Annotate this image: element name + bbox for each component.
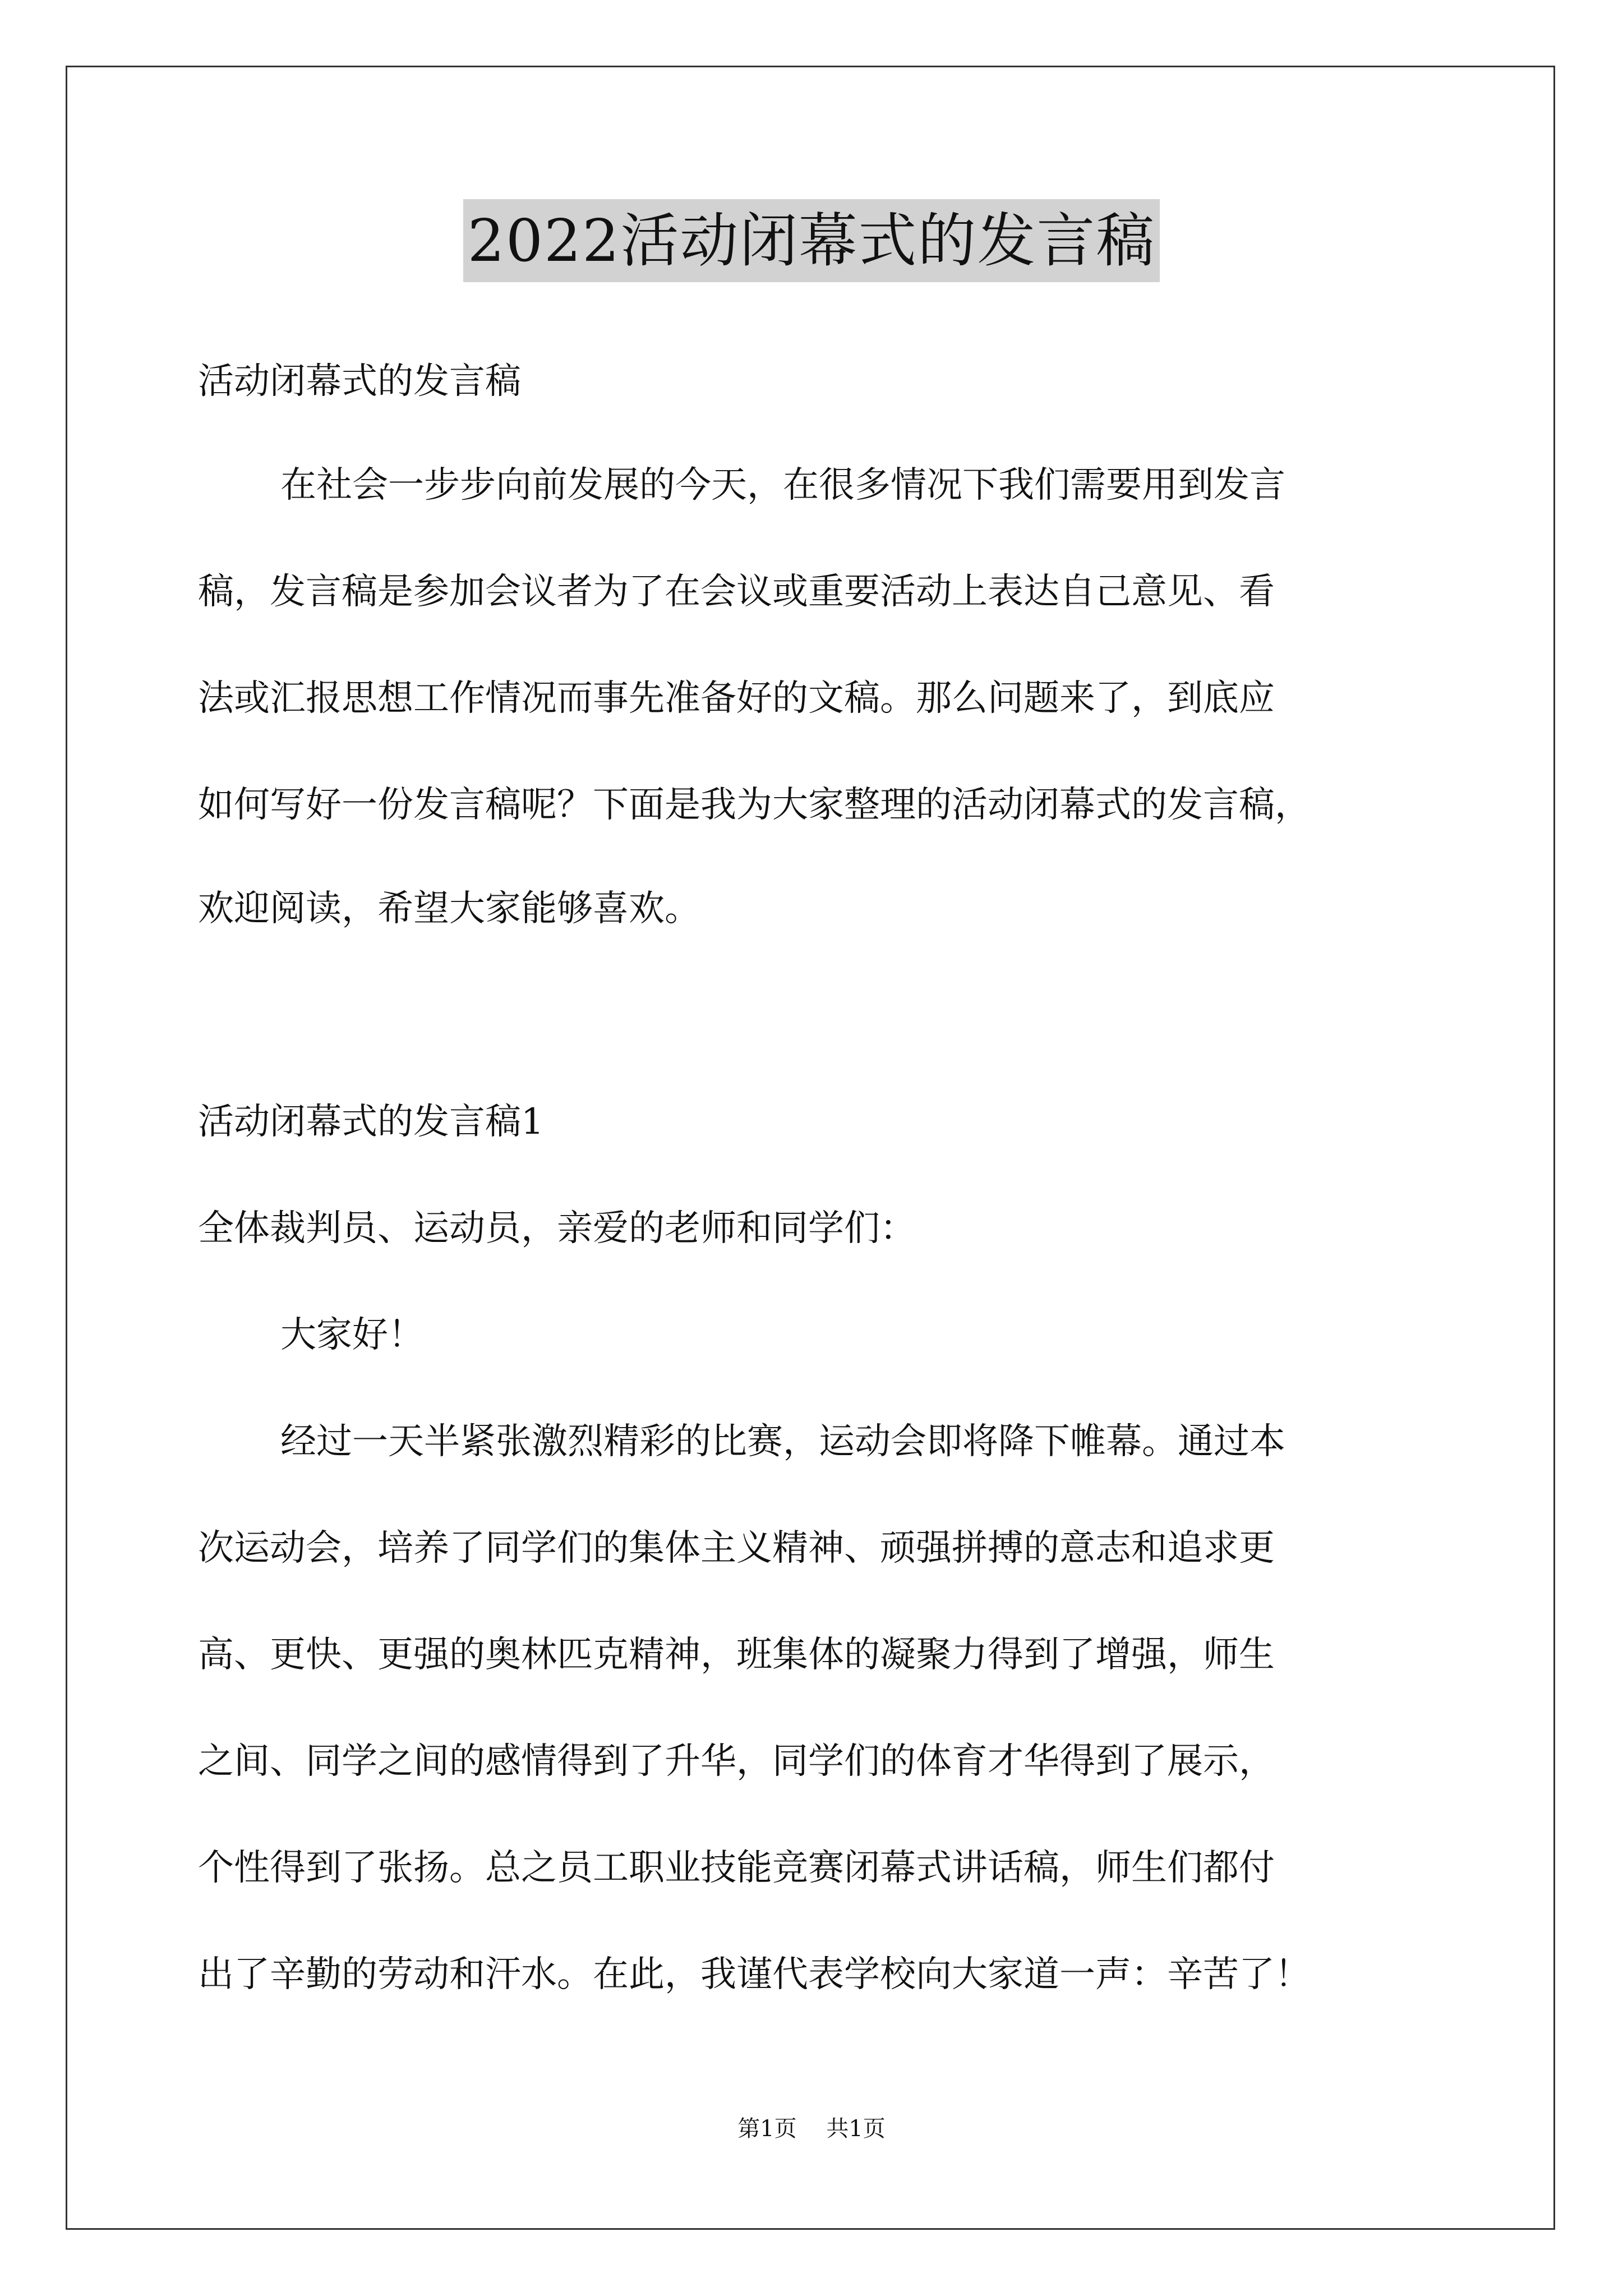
intro-line-2: 稿，发言稿是参加会议者为了在会议或重要活动上表达自己意见、看 — [198, 571, 1275, 613]
body-line-1: 经过一天半紧张激烈精彩的比赛，运动会即将降下帷幕。通过本 — [280, 1421, 1285, 1462]
document-subtitle: 活动闭幕式的发言稿 — [198, 361, 521, 402]
salutation: 全体裁判员、运动员，亲爱的老师和同学们： — [198, 1208, 916, 1249]
greeting: 大家好！ — [280, 1314, 424, 1356]
body-line-4: 之间、同学之间的感情得到了升华，同学们的体育才华得到了展示， — [198, 1741, 1275, 1782]
intro-line-1: 在社会一步步向前发展的今天，在很多情况下我们需要用到发言 — [280, 464, 1285, 506]
body-line-5: 个性得到了张扬。总之员工职业技能竞赛闭幕式讲话稿，师生们都付 — [198, 1847, 1275, 1889]
intro-line-4: 如何写好一份发言稿呢？下面是我为大家整理的活动闭幕式的发言稿， — [198, 784, 1311, 826]
page-number-total: 共1页 — [826, 2116, 886, 2142]
intro-line-5: 欢迎阅读，希望大家能够喜欢。 — [198, 888, 700, 930]
intro-line-3: 法或汇报思想工作情况而事先准备好的文稿。那么问题来了，到底应 — [198, 678, 1275, 719]
section-heading: 活动闭幕式的发言稿1 — [198, 1101, 544, 1143]
body-line-2: 次运动会，培养了同学们的集体主义精神、顽强拼搏的意志和追求更 — [198, 1527, 1275, 1569]
page-footer — [0, 2115, 1623, 2143]
page-number-current: 第1页 — [737, 2116, 797, 2142]
body-line-6: 出了辛勤的劳动和汗水。在此，我谨代表学校向大家道一声：辛苦了！ — [198, 1954, 1311, 1995]
title-container — [0, 199, 1623, 282]
document-title: 2022活动闭幕式的发言稿 — [463, 199, 1160, 282]
body-line-3: 高、更快、更强的奥林匹克精神，班集体的凝聚力得到了增强，师生 — [198, 1634, 1275, 1676]
